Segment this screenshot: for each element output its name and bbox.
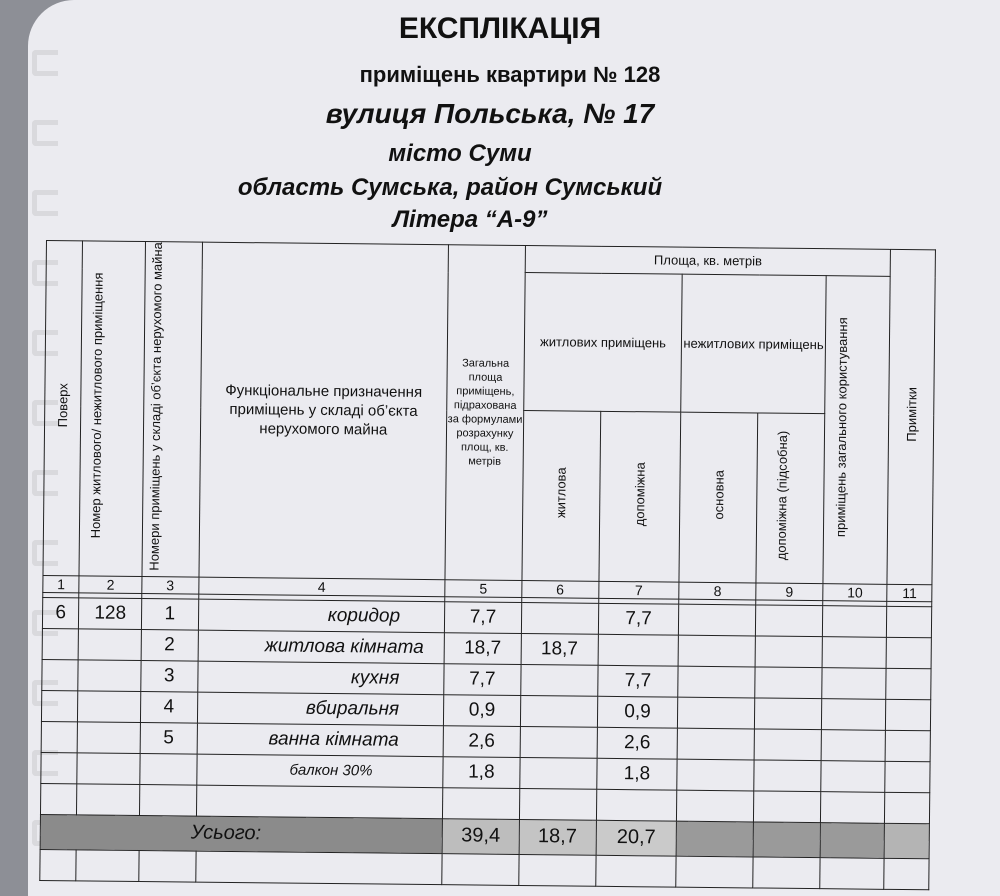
room-no-cell <box>140 753 197 785</box>
apt-cell <box>78 628 141 660</box>
col-header-apt-no: Номер житлового/ нежитлового приміщення <box>79 241 145 576</box>
col-number: 8 <box>679 582 756 600</box>
col-number: 5 <box>445 579 522 597</box>
room-name-cell: кухня <box>197 661 444 695</box>
apt-cell <box>77 721 140 753</box>
room-no-cell: 3 <box>141 660 198 692</box>
room-name-cell: вбиральня <box>197 692 444 726</box>
col-header-total-area: Загальна площа приміщень, підрахована за формулами розрахунку площ, кв. метрів <box>445 245 525 580</box>
col-header-area-group: Площа, кв. метрів <box>525 246 891 277</box>
res-main-cell <box>520 757 597 789</box>
res-main-cell <box>520 695 597 727</box>
col-number: 1 <box>43 575 80 592</box>
room-no-cell: 2 <box>141 629 198 661</box>
col-number: 3 <box>142 576 199 594</box>
apartment-line: приміщень квартири № 128 <box>359 62 661 87</box>
res-aux-cell: 7,7 <box>598 603 679 635</box>
total-area-cell: 7,7 <box>444 601 521 633</box>
res-aux-cell: 0,9 <box>597 696 678 728</box>
room-name-cell: балкон 30% <box>196 754 443 788</box>
binder-ring <box>32 190 58 216</box>
res-aux-cell <box>598 634 679 666</box>
total-label: Усього: <box>40 814 442 853</box>
room-name-cell: коридор <box>198 599 445 633</box>
col-number: 11 <box>887 584 932 601</box>
res-aux-cell: 7,7 <box>597 665 678 697</box>
res-main-cell <box>521 602 598 634</box>
col-number: 9 <box>756 582 823 600</box>
apt-cell: 128 <box>79 597 142 629</box>
floor-cell <box>41 752 78 783</box>
apt-cell <box>77 752 140 784</box>
col-number: 4 <box>198 577 445 597</box>
col-header-nonres-aux: допоміжна (підсобна) <box>756 413 824 583</box>
col-number: 10 <box>823 583 888 601</box>
explication-table <box>39 240 936 890</box>
room-name-cell: житлова кімната <box>198 630 445 664</box>
total-area-cell: 18,7 <box>444 632 521 664</box>
total-cell <box>885 823 930 858</box>
col-number: 7 <box>598 581 679 599</box>
total-area-cell: 2,6 <box>443 725 520 757</box>
col-number: 6 <box>522 580 599 598</box>
floor-cell <box>41 721 78 752</box>
res-main-cell <box>520 726 597 758</box>
total-area-cell: 0,9 <box>443 694 520 726</box>
res-main-sum: 18,7 <box>519 819 596 855</box>
region-line: область Сумська, район Сумський <box>237 174 663 201</box>
apt-cell <box>78 690 141 722</box>
total-area-cell: 1,8 <box>443 756 520 788</box>
col-header-notes: Примітки <box>887 249 935 584</box>
col-number: 2 <box>79 575 142 593</box>
col-header-room-no: Номери приміщень у складі об’єкта нерухомого майна <box>142 242 202 577</box>
res-aux-cell: 2,6 <box>597 727 678 759</box>
letter-line: Літера “А-9” <box>392 206 548 233</box>
total-cell <box>753 821 820 857</box>
binder-ring <box>32 50 58 76</box>
total-cell <box>820 822 885 858</box>
apt-cell <box>78 659 141 691</box>
total-area-cell: 7,7 <box>444 663 521 695</box>
res-aux-cell: 1,8 <box>596 758 677 790</box>
total-cell <box>676 821 753 857</box>
floor-cell: 6 <box>42 597 79 628</box>
col-header-nonresidential: нежитлових приміщень <box>681 274 826 414</box>
floor-cell <box>41 690 78 721</box>
document-title: ЕКСПЛІКАЦІЯ <box>398 12 602 45</box>
col-header-res-aux: допоміжна <box>599 411 682 581</box>
total-area-sum: 39,4 <box>442 818 519 854</box>
col-header-residential: житлових приміщень <box>524 273 683 413</box>
room-no-cell: 5 <box>140 722 197 754</box>
binder-ring <box>32 120 58 146</box>
col-header-nonres-main: основна <box>679 412 758 582</box>
res-aux-sum: 20,7 <box>596 820 677 856</box>
res-main-cell: 18,7 <box>521 633 598 665</box>
city-line: місто Суми <box>388 140 532 167</box>
col-header-common: приміщень загального користування <box>823 276 891 584</box>
res-main-cell <box>521 664 598 696</box>
room-no-cell: 1 <box>141 598 198 630</box>
room-no-cell: 4 <box>140 691 197 723</box>
col-header-res-main: житлова <box>522 411 601 581</box>
col-header-floor: Поверх <box>43 241 83 576</box>
col-header-function: Функціональне призначення приміщень у складі об’єкта нерухомого майна <box>199 242 449 579</box>
street-line: вулиця Польська, № 17 <box>325 98 655 129</box>
floor-cell <box>42 628 79 659</box>
floor-cell <box>42 659 79 690</box>
room-name-cell: ванна кімната <box>197 723 444 757</box>
